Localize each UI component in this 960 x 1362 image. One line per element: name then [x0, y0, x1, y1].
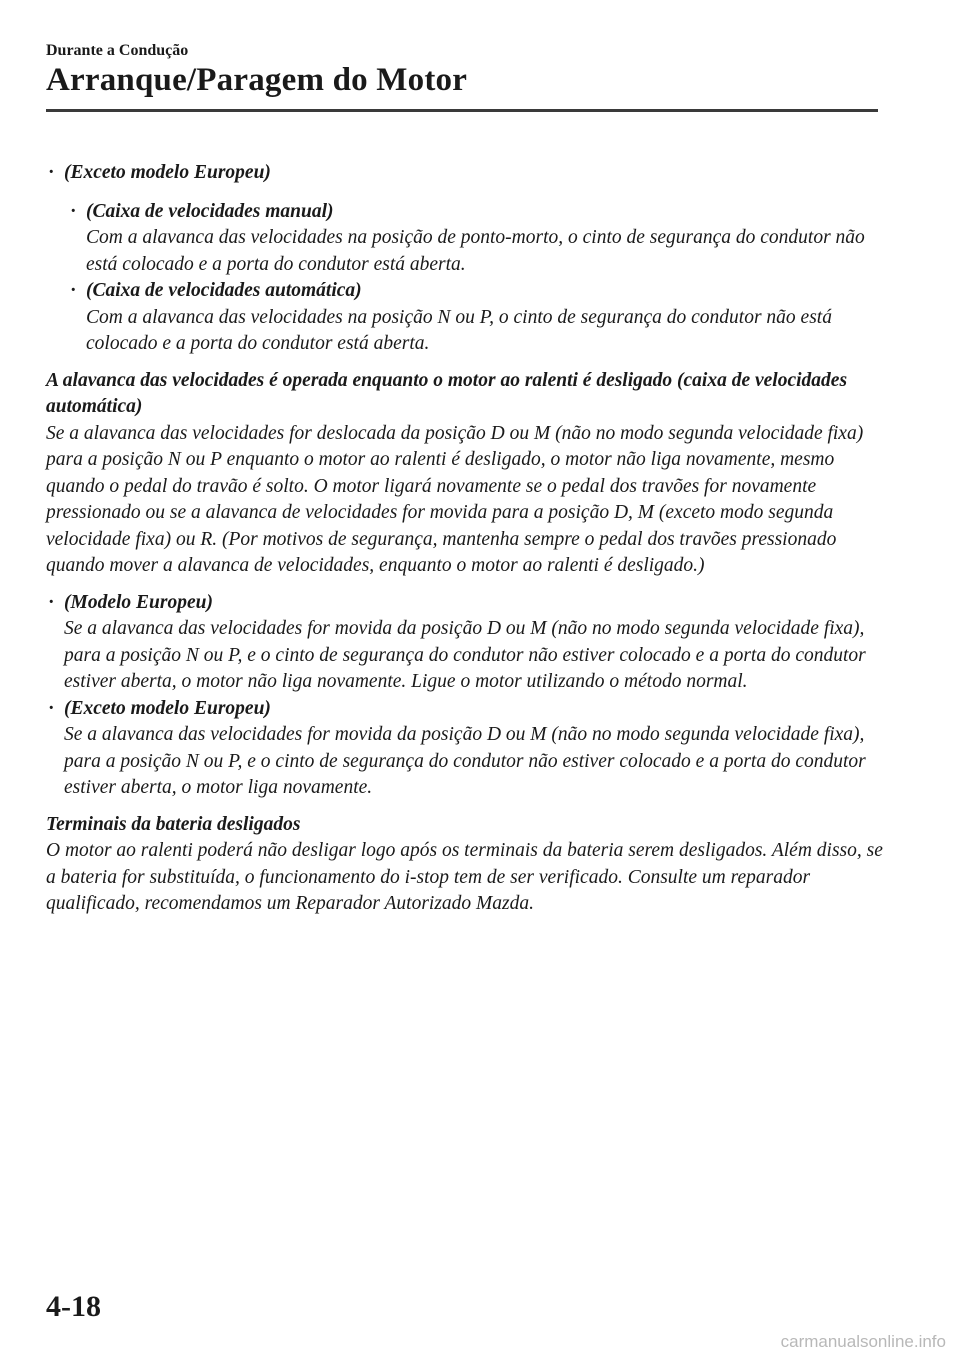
list-item	[68, 278, 886, 358]
item-heading: · (Caixa de velocidades manual)	[86, 200, 334, 222]
list-item	[68, 199, 886, 279]
item-heading: · (Caixa de velocidades automática)	[86, 280, 362, 301]
item-heading: · (Modelo Europeu)	[64, 591, 213, 613]
chapter-title: Arranque/Paragem do Motor	[46, 62, 468, 98]
paragraph-title: A alavanca das velocidades é operada enquanto o motor ao ralenti é desligado (caixa de velocidades automática)	[46, 369, 848, 417]
item-heading: · (Exceto modelo Europeu)	[64, 697, 271, 719]
list-item	[46, 696, 886, 802]
list-item	[46, 590, 886, 696]
watermark: carmanualsonline.info	[780, 1332, 946, 1351]
paragraph-body: O motor ao ralenti poderá não desligar logo após os terminais da bateria serem desligados. Além disso, se a bateria for substituída, o funcionamento do i-stop tem de ser verificado. Consulte um reparador qualificado, recomendamos um Reparador Autorizado Mazda.	[46, 840, 883, 914]
item-text: Com a alavanca das velocidades na posição N ou P, o cinto de segurança do condutor não está colocado e a porta do condutor está aberta.	[86, 306, 832, 354]
paragraph-body: Se a alavanca das velocidades for deslocada da posição D ou M (não no modo segunda velocidade fixa) para a posição N ou P enquanto o motor ao ralenti é desligado, o motor não liga novamente, mesmo quando o pedal do travão é solto. O motor ligará novamente se o pedal dos travões for novamente pressionado ou se a alavanca de velocidades for movida para a posição D, M (exceto modo segunda velocidade fixa) ou R. (Por motivos de segurança, mantenha sempre o pedal dos travões pressionado quando mover a alavanca de velocidades, enquanto o motor ao ralenti é desligado.)	[46, 422, 864, 576]
item-text: Se a alavanca das velocidades for movida da posição D ou M (não no modo segunda velocidade fixa), para a posição N ou P, e o cinto de segurança do condutor não estiver colocado e a porta do condutor estiver aberta, o motor liga novamente.	[64, 724, 866, 798]
item-text: Se a alavanca das velocidades for movida da posição D ou M (não no modo segunda velocidade fixa), para a posição N ou P, e o cinto de segurança do condutor não estiver colocado e a porta do condutor estiver aberta, o motor não liga novamente. Ligue o motor utilizando o método normal.	[64, 618, 866, 692]
title-divider	[46, 109, 878, 112]
bullet-heading: · (Exceto modelo Europeu)	[46, 160, 886, 187]
page-number: 4-18	[46, 1290, 101, 1323]
paragraph-title: Terminais da bateria desligados	[46, 813, 301, 835]
item-text: Com a alavanca das velocidades na posição de ponto-morto, o cinto de segurança do condutor não está colocado e a porta do condutor está aberta.	[86, 227, 865, 275]
page-content	[46, 160, 886, 918]
section-label: Durante a Condução	[46, 42, 189, 59]
